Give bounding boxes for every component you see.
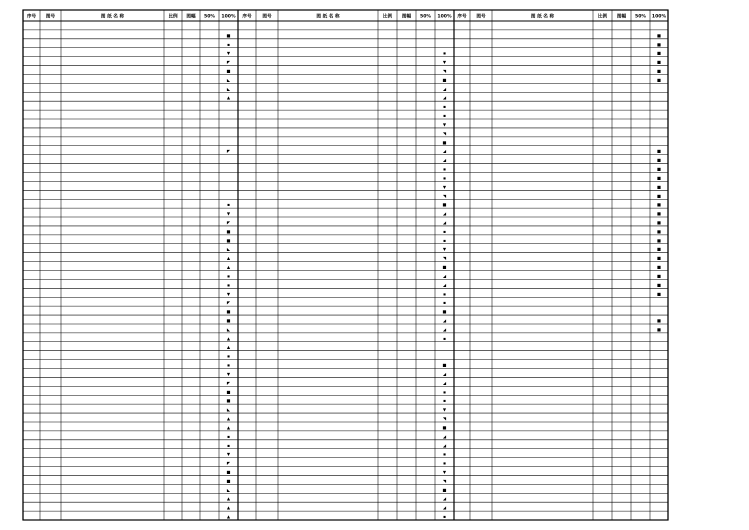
cell-mark: ◤ [226, 59, 231, 65]
cell-mark: ◢ [442, 211, 447, 217]
cell-mark: ▪ [443, 104, 446, 110]
cell-mark: ◢ [442, 273, 447, 279]
header-drawing-no: 图号 [476, 14, 486, 20]
header-scale-100: 100% [437, 14, 452, 20]
header-seq: 序号 [26, 14, 37, 20]
cell-mark: ◢ [442, 371, 447, 377]
cell-mark: ■ [226, 68, 231, 74]
cell-mark: ■ [226, 398, 231, 404]
cell-mark: ▼ [226, 371, 231, 377]
cell-mark: ■ [657, 211, 661, 217]
cell-mark: ■ [657, 291, 661, 297]
cell-mark: ▪ [227, 282, 230, 288]
cell-mark: ▪ [443, 228, 446, 234]
cell-mark: ▪ [443, 514, 446, 520]
cell-mark: ◢ [442, 282, 447, 288]
cell-mark: ■ [657, 237, 661, 243]
cell-mark: ▪ [443, 237, 446, 243]
cell-mark: ■ [226, 32, 231, 38]
cell-mark: ▼ [442, 246, 447, 252]
cell-mark: ■ [226, 228, 231, 234]
cell-mark: ■ [657, 166, 661, 172]
cell-mark: ◤ [226, 300, 231, 306]
cell-mark: ▪ [227, 433, 230, 439]
cell-mark: ◢ [442, 496, 447, 502]
cell-mark: ◥ [442, 193, 447, 199]
cell-mark: ■ [657, 193, 661, 199]
cell-mark: ■ [657, 50, 661, 56]
header-scale: 比例 [382, 14, 393, 20]
header-drawing-no: 图号 [45, 14, 56, 20]
header-scale: 比例 [168, 14, 178, 20]
cell-mark: ■ [442, 139, 447, 145]
cell-mark: ▼ [442, 407, 447, 413]
cell-mark: ■ [226, 478, 231, 484]
cell-mark: ■ [657, 282, 661, 288]
header-sheet-size: 图幅 [616, 14, 627, 20]
header-scale-100: 100% [221, 14, 236, 20]
cell-mark: ◢ [442, 219, 447, 225]
cell-mark: ▲ [226, 424, 231, 430]
cell-mark: ◢ [442, 442, 447, 448]
header-drawing-name: 图 纸 名 称 [530, 14, 555, 20]
cell-mark: ▪ [443, 166, 446, 172]
cell-mark: ◤ [226, 148, 231, 154]
cell-mark: ■ [657, 68, 661, 74]
cell-mark: ◢ [442, 95, 447, 101]
cell-mark: ▲ [226, 514, 231, 520]
cell-mark: ▪ [443, 113, 446, 119]
cell-mark: ◥ [442, 255, 447, 261]
cell-mark: ■ [657, 255, 661, 261]
cell-mark: ▪ [443, 175, 446, 181]
cell-mark: ■ [657, 184, 661, 190]
cell-mark: ▪ [227, 41, 230, 47]
cell-mark: ■ [442, 424, 447, 430]
cell-mark: ◥ [442, 478, 447, 484]
header-scale-50: 50% [635, 14, 646, 20]
cell-mark: ■ [657, 157, 661, 163]
cell-mark: ▪ [443, 460, 446, 466]
cell-mark: ▼ [226, 211, 231, 217]
cell-mark: ▪ [227, 442, 230, 448]
cell-mark: ■ [657, 175, 661, 181]
cell-mark: ■ [657, 326, 661, 332]
cell-mark: ◢ [442, 157, 447, 163]
cell-mark: ■ [657, 202, 661, 208]
cell-mark: ■ [657, 41, 661, 47]
cell-mark: ■ [226, 469, 231, 475]
cell-mark: ■ [226, 237, 231, 243]
cell-mark: ◥ [442, 130, 447, 136]
cell-mark: ▲ [226, 95, 231, 101]
cell-mark: ▪ [227, 202, 230, 208]
cell-mark: ■ [226, 389, 231, 395]
cell-mark: ◣ [226, 326, 231, 332]
header-drawing-no: 图号 [262, 14, 272, 20]
cell-mark: ■ [442, 487, 447, 493]
cell-mark: ■ [442, 309, 447, 315]
cell-mark: ▲ [226, 255, 231, 261]
cell-mark: ◢ [442, 326, 447, 332]
cell-mark: ▼ [442, 59, 447, 65]
header-sheet-size: 图幅 [401, 14, 412, 20]
cell-mark: ■ [657, 219, 661, 225]
cell-mark: ▪ [443, 300, 446, 306]
cell-mark: ◢ [442, 86, 447, 92]
header-sheet-size: 图幅 [186, 14, 196, 20]
cell-mark: ■ [657, 32, 661, 38]
cell-mark: ▲ [226, 505, 231, 511]
cell-mark: ◥ [442, 68, 447, 74]
header-scale-100: 100% [651, 14, 667, 20]
cell-mark: ■ [442, 362, 447, 368]
header-scale-50: 50% [420, 14, 431, 20]
cell-mark: ▼ [442, 184, 447, 190]
cell-mark: ■ [226, 318, 231, 324]
header-seq: 序号 [242, 14, 252, 20]
cell-mark: ■ [657, 318, 661, 324]
cell-mark: ■ [657, 77, 661, 83]
cell-mark: ▲ [226, 344, 231, 350]
cell-mark: ◥ [442, 416, 447, 422]
cell-mark: ◣ [226, 86, 231, 92]
cell-mark: ▲ [226, 264, 231, 270]
header-drawing-name: 图 纸 名 称 [316, 14, 340, 20]
cell-mark: ◢ [442, 380, 447, 386]
cell-mark: ◣ [226, 246, 231, 252]
cell-mark: ■ [442, 202, 447, 208]
cell-mark: ◢ [442, 505, 447, 511]
cell-mark: ◤ [226, 380, 231, 386]
cell-mark: ▲ [226, 416, 231, 422]
cell-mark: ■ [657, 228, 661, 234]
cell-mark: ▼ [226, 291, 231, 297]
cell-mark: ▪ [443, 291, 446, 297]
cell-mark: ◣ [226, 77, 231, 83]
header-scale: 比例 [597, 14, 608, 20]
cell-mark: ▼ [226, 50, 231, 56]
cell-mark: ■ [657, 246, 661, 252]
cell-mark: ▪ [227, 273, 230, 279]
cell-mark: ▲ [226, 335, 231, 341]
cell-mark: ▪ [443, 389, 446, 395]
cell-mark: ◢ [442, 318, 447, 324]
cell-mark: ▪ [443, 50, 446, 56]
cell-mark: ◤ [226, 460, 231, 466]
cell-mark: ■ [442, 77, 447, 83]
cell-mark: ■ [657, 59, 661, 65]
cell-mark: ◣ [226, 407, 231, 413]
cell-mark: ▪ [443, 335, 446, 341]
cell-mark: ◤ [226, 219, 231, 225]
cell-mark: ▪ [227, 362, 230, 368]
cell-mark: ▼ [442, 469, 447, 475]
cell-mark: ■ [657, 264, 661, 270]
cell-mark: ▪ [443, 398, 446, 404]
cell-mark: ■ [657, 273, 661, 279]
cell-mark: ◣ [226, 487, 231, 493]
cell-mark: ■ [442, 264, 447, 270]
header-seq: 序号 [457, 14, 467, 20]
cell-mark: ▼ [226, 451, 231, 457]
cell-mark: ■ [226, 309, 231, 315]
cell-mark: ▼ [442, 121, 447, 127]
header-scale-50: 50% [204, 14, 215, 20]
cell-mark: ◢ [442, 433, 447, 439]
header-drawing-name: 图 纸 名 称 [100, 14, 125, 20]
cell-mark: ◢ [442, 148, 447, 154]
cell-mark: ▪ [443, 451, 446, 457]
cell-mark: ■ [657, 148, 661, 154]
cell-mark: ▲ [226, 496, 231, 502]
cell-mark: ▪ [227, 353, 230, 359]
